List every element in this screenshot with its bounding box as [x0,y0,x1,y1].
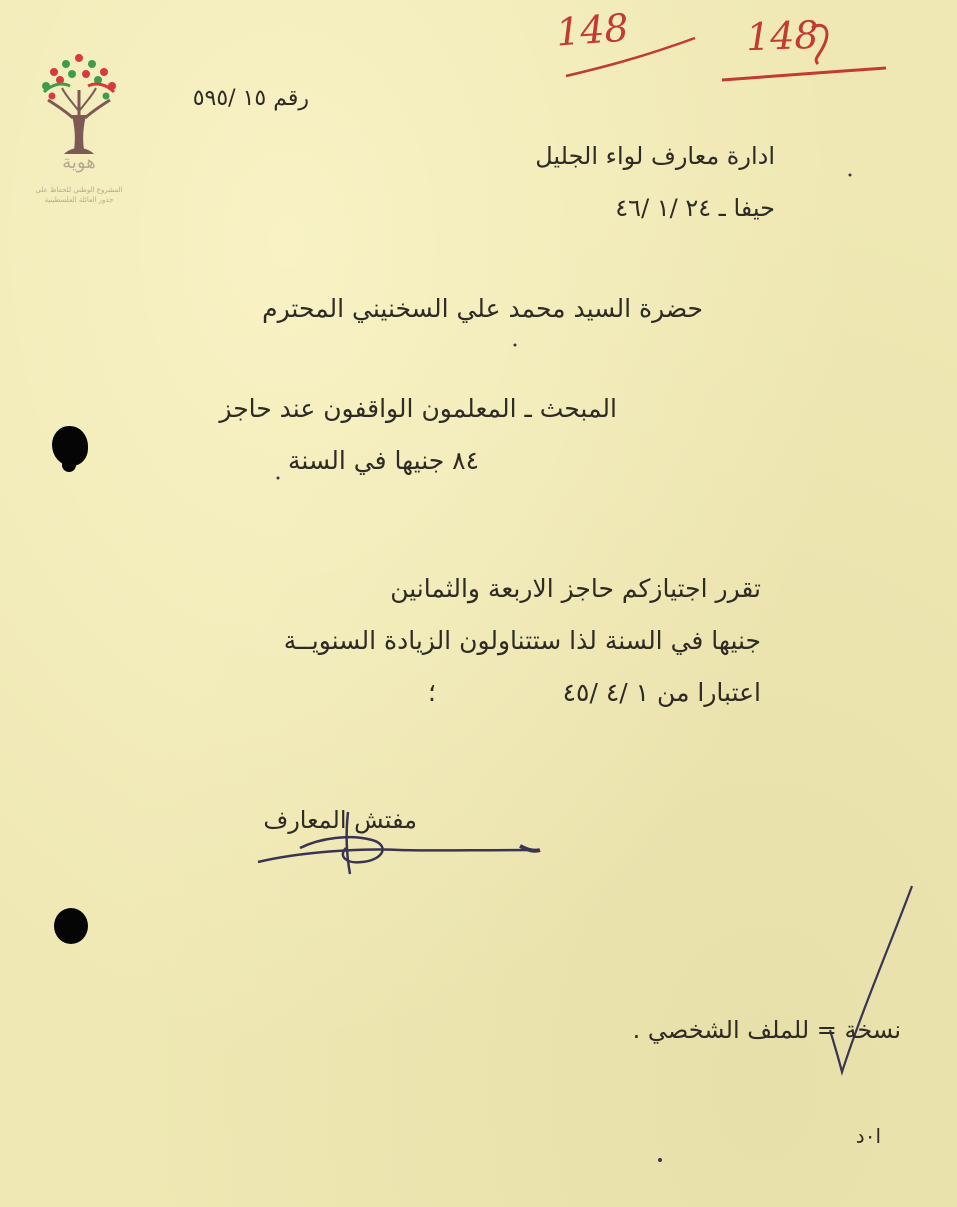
recipient-salutation: حضرة السيد محمد علي السخنيني المحترم [262,294,703,323]
body-line-3: اعتبارا من ١ /٤ /٤٥ [562,678,761,707]
check-mark [830,886,912,1072]
place-date: حيفا ـ ٢٤ /١ /٤٦ [615,194,775,222]
subject-line-1: المبحث ـ المعلمون الواقفون عند حاجز [219,394,617,423]
punch-hole-bottom [54,908,88,944]
copy-note: نسخة = للملف الشخصي . [632,1016,901,1044]
subject-line-2: ٨٤ جنيها في السنة [288,446,479,475]
handwritten-number-2: 148 [745,12,820,60]
signature-stroke-2 [300,837,383,862]
red-underline-2 [722,68,886,80]
reference-number: رقم ١٥ /٥٩٥ [192,86,309,111]
body-line-1: تقرر اجتيازكم حاجز الاربعة والثمانين [390,574,761,603]
office-name: ادارة معارف لواء الجليل [535,142,775,170]
signature-stroke-1 [258,850,538,863]
tree-logo-icon [34,50,124,160]
archive-logo-tagline-2: جذور العائلة الفلسطينية [44,196,114,204]
handwritten-number-1: 148 [554,5,630,55]
archive-logo-tagline-1: المشروع الوطني للحفاظ على [35,186,123,194]
signature-title: مفتش المعارف [263,806,417,834]
typist-initials: ا٠د [855,1124,881,1148]
body-line-2: جنيها في السنة لذا ستتناولون الزيادة السنويــة [283,626,761,655]
archive-logo-name: هوية [62,152,96,173]
body-line-3-end: ؛ [428,678,436,707]
